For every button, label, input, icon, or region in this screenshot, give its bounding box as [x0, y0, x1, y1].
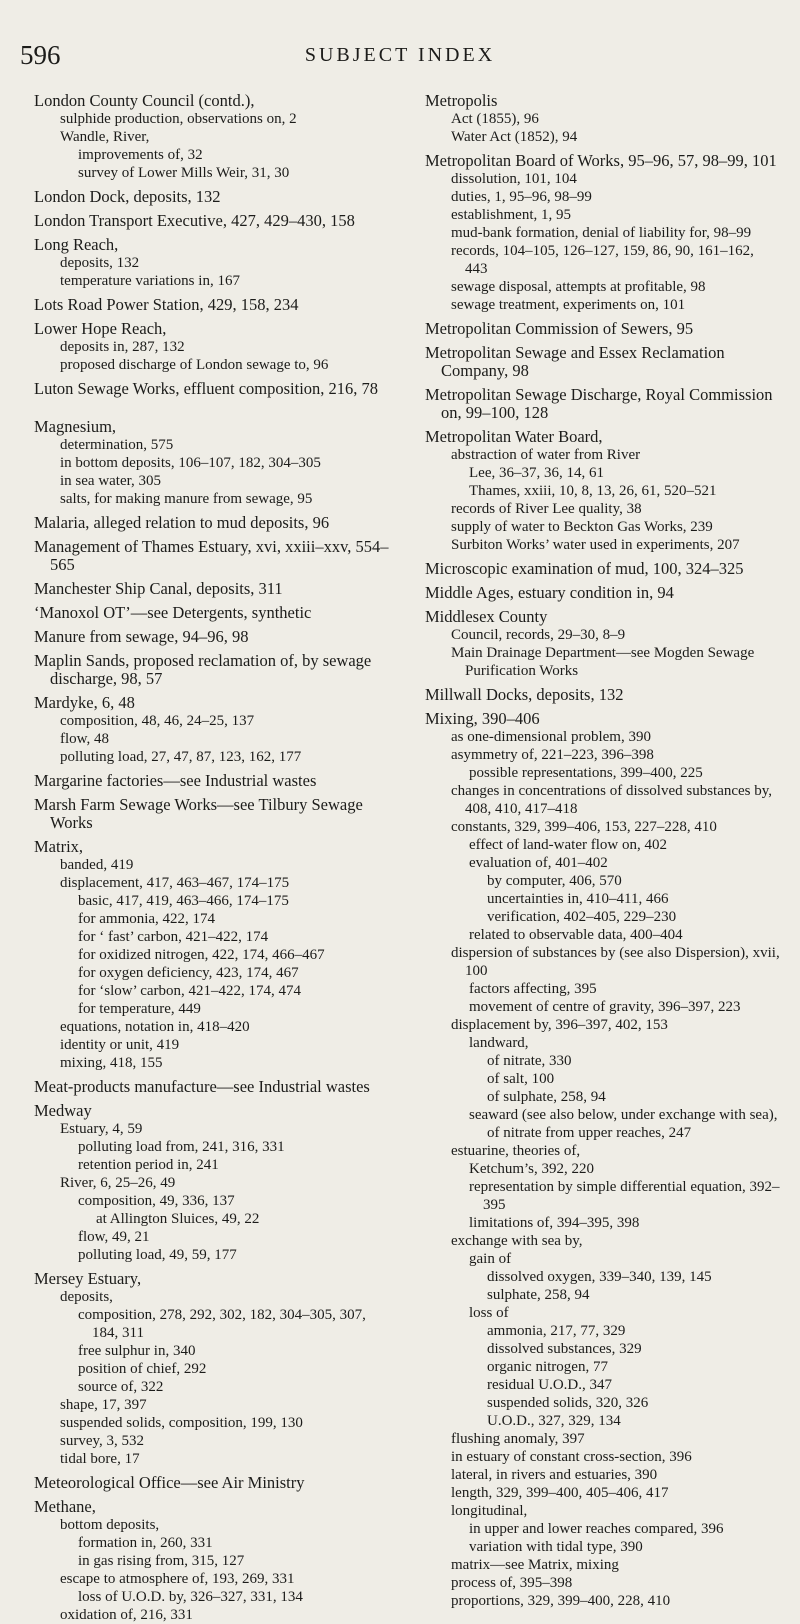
index-subentry: Thames, xxiii, 10, 8, 13, 26, 61, 520–521 [469, 483, 717, 499]
index-heading: Metropolitan Water Board, [425, 427, 603, 446]
index-subentry: of sulphate, 258, 94 [487, 1089, 606, 1105]
index-subentry: Ketchum’s, 392, 220 [469, 1161, 594, 1177]
index-subentry: survey of Lower Mills Weir, 31, 30 [78, 165, 290, 181]
index-subentry: ammonia, 217, 77, 329 [487, 1323, 626, 1339]
index-subentry: displacement by, 396–397, 402, 153 [451, 1017, 668, 1033]
index-heading: Lots Road Power Station, 429, 158, 234 [34, 295, 299, 314]
index-subentry: seaward (see also below, under exchange with sea), [469, 1107, 778, 1123]
index-subentry: sewage disposal, attempts at profitable, 98 [451, 279, 706, 295]
index-subentry: of nitrate, 330 [487, 1053, 572, 1069]
index-subentry: proportions, 329, 399–400, 228, 410 [451, 1593, 671, 1609]
index-subentry: landward, [469, 1035, 529, 1051]
index-heading: Metropolitan Sewage Discharge, Royal Commission on, 99–100, 128 [425, 385, 773, 422]
index-subentry: River, 6, 25–26, 49 [60, 1175, 176, 1191]
index-subentry: deposits in, 287, 132 [60, 339, 185, 355]
index-heading: Middlesex County [425, 607, 548, 626]
index-subentry: deposits, [60, 1289, 113, 1305]
index-subentry: for ammonia, 422, 174 [78, 911, 216, 927]
index-subentry: dissolved substances, 329 [487, 1341, 642, 1357]
index-subentry: of salt, 100 [487, 1071, 555, 1087]
index-heading: London Dock, deposits, 132 [34, 187, 221, 206]
index-heading: Matrix, [34, 837, 84, 856]
index-subentry: U.O.D., 327, 329, 134 [487, 1413, 621, 1429]
index-subentry: establishment, 1, 95 [451, 207, 571, 223]
index-heading: Microscopic examination of mud, 100, 324–325 [425, 559, 744, 578]
index-heading: Management of Thames Estuary, xvi, xxiii–xxv, 554–565 [34, 537, 389, 574]
index-subentry: deposits, 132 [60, 255, 140, 271]
page-header [20, 40, 780, 70]
index-heading: Metropolitan Sewage and Essex Reclamation Company, 98 [425, 343, 725, 380]
index-subentry: organic nitrogen, 77 [487, 1359, 608, 1375]
index-heading: London County Council (contd.), [34, 91, 255, 110]
page-number: 596 [20, 40, 61, 70]
index-subentry: identity or unit, 419 [60, 1037, 180, 1053]
index-subentry: flushing anomaly, 397 [451, 1431, 585, 1447]
index-column-right [425, 86, 780, 1610]
index-subentry: determination, 575 [60, 437, 174, 453]
index-heading: ‘Manoxol OT’—see Detergents, synthetic [34, 603, 312, 622]
index-heading: Metropolis [425, 91, 498, 110]
index-heading: Manure from sewage, 94–96, 98 [34, 627, 249, 646]
index-subentry: duties, 1, 95–96, 98–99 [451, 189, 592, 205]
index-subentry: limitations of, 394–395, 398 [469, 1215, 640, 1231]
index-subentry: mixing, 418, 155 [60, 1055, 163, 1071]
index-subentry: flow, 49, 21 [78, 1229, 150, 1245]
index-subentry: Lee, 36–37, 36, 14, 61 [469, 465, 604, 481]
index-subentry: polluting load from, 241, 316, 331 [78, 1139, 285, 1155]
index-subentry: in estuary of constant cross-section, 396 [451, 1449, 692, 1465]
index-subentry: abstraction of water from River [451, 447, 641, 463]
index-subentry: mud-bank formation, denial of liability for, 98–99 [451, 225, 752, 241]
index-heading: Manchester Ship Canal, deposits, 311 [34, 579, 283, 598]
index-heading: London Transport Executive, 427, 429–430, 158 [34, 211, 355, 230]
index-subentry: dissolution, 101, 104 [451, 171, 577, 187]
index-subentry: dispersion of substances by (see also Dispersion), xvii, 100 [451, 945, 780, 979]
section-gap [34, 398, 390, 412]
index-subentry: movement of centre of gravity, 396–397, 223 [469, 999, 741, 1015]
index-subentry: records of River Lee quality, 38 [451, 501, 642, 517]
index-heading: Mixing, 390–406 [425, 709, 540, 728]
index-heading: Luton Sewage Works, effluent composition, 216, 78 [34, 379, 379, 398]
index-heading: Millwall Docks, deposits, 132 [425, 685, 624, 704]
index-subentry: composition, 278, 292, 302, 182, 304–305, 307, 184, 311 [78, 1307, 366, 1341]
index-subentry: variation with tidal type, 390 [469, 1539, 643, 1555]
index-subentry: composition, 49, 336, 137 [78, 1193, 235, 1209]
index-subentry: constants, 329, 399–406, 153, 227–228, 410 [451, 819, 717, 835]
index-heading: Long Reach, [34, 235, 119, 254]
index-subentry: for temperature, 449 [78, 1001, 201, 1017]
index-subentry: suspended solids, 320, 326 [487, 1395, 649, 1411]
index-subentry: Estuary, 4, 59 [60, 1121, 143, 1137]
index-subentry: at Allington Sluices, 49, 22 [96, 1211, 260, 1227]
index-subentry: temperature variations in, 167 [60, 273, 240, 289]
index-subentry: as one-dimensional problem, 390 [451, 729, 651, 745]
index-subentry: of nitrate from upper reaches, 247 [487, 1125, 692, 1141]
index-heading: Malaria, alleged relation to mud deposits, 96 [34, 513, 330, 532]
index-heading: Magnesium, [34, 417, 117, 436]
index-subentry: equations, notation in, 418–420 [60, 1019, 250, 1035]
index-subentry: formation in, 260, 331 [78, 1535, 213, 1551]
index-heading: Medway [34, 1101, 92, 1120]
index-heading: Middle Ages, estuary condition in, 94 [425, 583, 674, 602]
index-subentry: dissolved oxygen, 339–340, 139, 145 [487, 1269, 712, 1285]
index-subentry: sewage treatment, experiments on, 101 [451, 297, 686, 313]
index-heading: Methane, [34, 1497, 96, 1516]
index-subentry: factors affecting, 395 [469, 981, 597, 997]
index-subentry: possible representations, 399–400, 225 [469, 765, 703, 781]
index-subentry: changes in concentrations of dissolved substances by, 408, 410, 417–418 [451, 783, 773, 817]
index-subentry: Wandle, River, [60, 129, 150, 145]
index-subentry: related to observable data, 400–404 [469, 927, 683, 943]
index-subentry: for oxygen deficiency, 423, 174, 467 [78, 965, 299, 981]
index-subentry: suspended solids, composition, 199, 130 [60, 1415, 303, 1431]
index-subentry: improvements of, 32 [78, 147, 203, 163]
index-heading: Meteorological Office—see Air Ministry [34, 1473, 305, 1492]
index-subentry: in bottom deposits, 106–107, 182, 304–305 [60, 455, 321, 471]
index-subentry: Main Drainage Department—see Mogden Sewage Purification Works [451, 645, 755, 679]
index-heading: Meat-products manufacture—see Industrial wastes [34, 1077, 370, 1096]
index-subentry: uncertainties in, 410–411, 466 [487, 891, 669, 907]
index-subentry: records, 104–105, 126–127, 159, 86, 90, 161–162, 443 [451, 243, 754, 277]
index-heading: Maplin Sands, proposed reclamation of, by sewage discharge, 98, 57 [34, 651, 372, 688]
index-subentry: representation by simple differential equation, 392–395 [469, 1179, 780, 1213]
index-subentry: shape, 17, 397 [60, 1397, 147, 1413]
index-subentry: loss of [469, 1305, 509, 1321]
index-subentry: retention period in, 241 [78, 1157, 219, 1173]
index-heading: Mardyke, 6, 48 [34, 693, 135, 712]
index-subentry: length, 329, 399–400, 405–406, 417 [451, 1485, 669, 1501]
index-subentry: process of, 395–398 [451, 1575, 573, 1591]
index-subentry: evaluation of, 401–402 [469, 855, 608, 871]
index-subentry: Act (1855), 96 [451, 111, 539, 127]
index-subentry: by computer, 406, 570 [487, 873, 622, 889]
index-subentry: escape to atmosphere of, 193, 269, 331 [60, 1571, 295, 1587]
index-subentry: effect of land-water flow on, 402 [469, 837, 667, 853]
index-subentry: gain of [469, 1251, 512, 1267]
index-subentry: for ‘slow’ carbon, 421–422, 174, 474 [78, 983, 302, 999]
index-subentry: salts, for making manure from sewage, 95 [60, 491, 313, 507]
index-subentry: composition, 48, 46, 24–25, 137 [60, 713, 255, 729]
index-subentry: lateral, in rivers and estuaries, 390 [451, 1467, 658, 1483]
index-subentry: free sulphur in, 340 [78, 1343, 196, 1359]
index-heading: Metropolitan Commission of Sewers, 95 [425, 319, 694, 338]
index-subentry: in upper and lower reaches compared, 396 [469, 1521, 724, 1537]
index-subentry: flow, 48 [60, 731, 110, 747]
index-subentry: supply of water to Beckton Gas Works, 239 [451, 519, 713, 535]
index-subentry: Water Act (1852), 94 [451, 129, 578, 145]
index-subentry: Council, records, 29–30, 8–9 [451, 627, 626, 643]
index-subentry: matrix—see Matrix, mixing [451, 1557, 619, 1573]
index-subentry: source of, 322 [78, 1379, 164, 1395]
index-heading: Margarine factories—see Industrial wastes [34, 771, 317, 790]
index-subentry: sulphide production, observations on, 2 [60, 111, 297, 127]
index-heading: Mersey Estuary, [34, 1269, 142, 1288]
index-heading: Marsh Farm Sewage Works—see Tilbury Sewage Works [34, 795, 363, 832]
index-subentry: proposed discharge of London sewage to, 96 [60, 357, 329, 373]
index-subentry: verification, 402–405, 229–230 [487, 909, 677, 925]
index-subentry: polluting load, 49, 59, 177 [78, 1247, 237, 1263]
index-subentry: oxidation of, 216, 331 [60, 1607, 193, 1623]
index-subentry: basic, 417, 419, 463–466, 174–175 [78, 893, 289, 909]
index-column-left [34, 86, 390, 1624]
index-heading: Metropolitan Board of Works, 95–96, 57, 98–99, 101 [425, 151, 777, 170]
index-subentry: for ‘ fast’ carbon, 421–422, 174 [78, 929, 269, 945]
index-subentry: estuarine, theories of, [451, 1143, 581, 1159]
running-head: SUBJECT INDEX [304, 44, 496, 66]
index-subentry: survey, 3, 532 [60, 1433, 145, 1449]
index-subentry: residual U.O.D., 347 [487, 1377, 612, 1393]
index-subentry: longitudinal, [451, 1503, 528, 1519]
index-subentry: position of chief, 292 [78, 1361, 207, 1377]
index-subentry: Surbiton Works’ water used in experiments, 207 [451, 537, 740, 553]
index-subentry: for oxidized nitrogen, 422, 174, 466–467 [78, 947, 325, 963]
index-subentry: asymmetry of, 221–223, 396–398 [451, 747, 654, 763]
index-subentry: in sea water, 305 [60, 473, 162, 489]
index-subentry: sulphate, 258, 94 [487, 1287, 590, 1303]
index-subentry: loss of U.O.D. by, 326–327, 331, 134 [78, 1589, 303, 1605]
index-heading: Lower Hope Reach, [34, 319, 167, 338]
index-subentry: banded, 419 [60, 857, 134, 873]
index-subentry: in gas rising from, 315, 127 [78, 1553, 245, 1569]
index-subentry: exchange with sea by, [451, 1233, 583, 1249]
index-subentry: bottom deposits, [60, 1517, 160, 1533]
index-subentry: tidal bore, 17 [60, 1451, 140, 1467]
index-subentry: polluting load, 27, 47, 87, 123, 162, 177 [60, 749, 302, 765]
index-subentry: displacement, 417, 463–467, 174–175 [60, 875, 290, 891]
